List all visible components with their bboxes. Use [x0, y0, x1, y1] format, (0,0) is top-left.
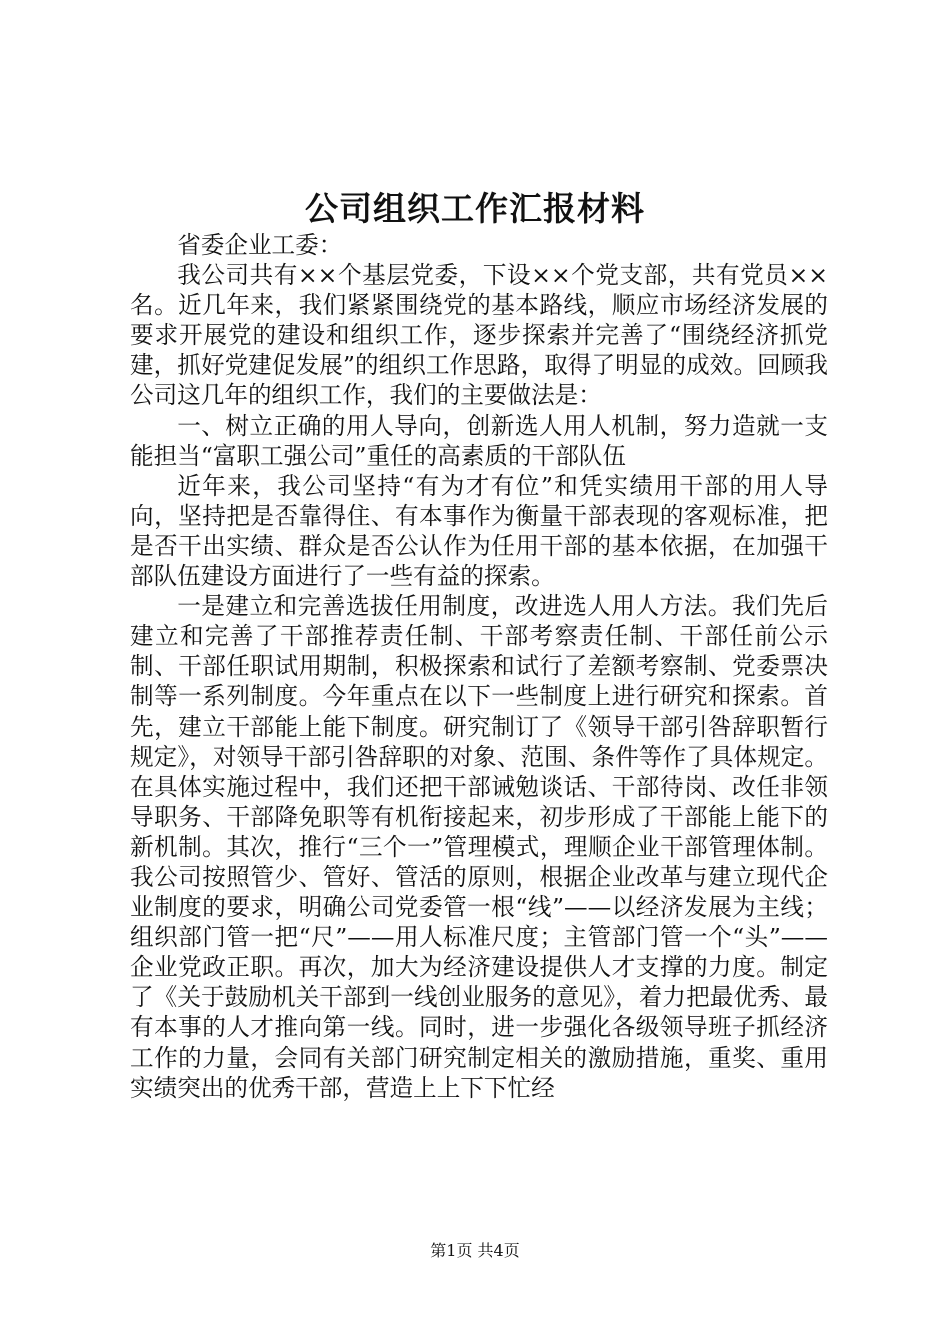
page-footer: 第1页 共4页 [430, 1241, 520, 1260]
document-title: 公司组织工作汇报材料 [305, 189, 645, 228]
document-body [130, 230, 828, 1103]
section-heading-1: 一、树立正确的用人导向，创新选人用人机制，努力造就一支能担当“富职工强公司”重任的高素质的干部队伍 [130, 411, 828, 470]
paragraph-cadre-orientation: 近年来，我公司坚持“有为才有位”和凭实绩用干部的用人导向，坚持把是否靠得住、有本事作为衡量干部表现的客观标准，把是否干出实绩、群众是否公认作为任用干部的基本依据，在加强干部队伍建设方面进行了一些有益的探索。 [130, 471, 828, 591]
paragraph-selection-system: 一是建立和完善选拔任用制度，改进选人用人方法。我们先后建立和完善了干部推荐责任制、干部考察责任制、干部任前公示制、干部任职试用期制，积极探索和试行了差额考察制、党委票决制等一系列制度。今年重点在以下一些制度上进行研究和探索。首先，建立干部能上能下制度。研究制订了《领导干部引咎辞职暂行规定》，对领导干部引咎辞职的对象、范围、条件等作了具体规定。在具体实施过程中，我们还把干部诫勉谈话、干部待岗、改任非领导职务、干部降免职等有机衔接起来，初步形成了干部能上能下的新机制。其次，推行“三个一”管理模式，理顺企业干部管理体制。我公司按照管少、管好、管活的原则，根据企业改革与建立现代企业制度的要求，明确公司党委管一根“线”——以经济发展为主线；组织部门管一把“尺”——用人标准尺度；主管部门管一个“头”——企业党政正职。再次，加大为经济建设提供人才支撑的力度。制定了《关于鼓励机关干部到一线创业服务的意见》，着力把最优秀、最有本事的人才推向第一线。同时，进一步强化各级领导班子抓经济工作的力量，会同有关部门研究制定相关的激励措施，重奖、重用实绩突出的优秀干部，营造上上下下忙经 [130, 592, 828, 1102]
salutation: 省委企业工委： [177, 231, 343, 259]
paragraph-intro: 我公司共有××个基层党委，下设××个党支部，共有党员××名。近几年来，我们紧紧围绕党的基本路线，顺应市场经济发展的要求开展党的建设和组织工作，逐步探索并完善了“围绕经济抓党建，抓好党建促发展”的组织工作思路，取得了明显的成效。回顾我公司这几年的组织工作，我们的主要做法是： [130, 261, 828, 410]
